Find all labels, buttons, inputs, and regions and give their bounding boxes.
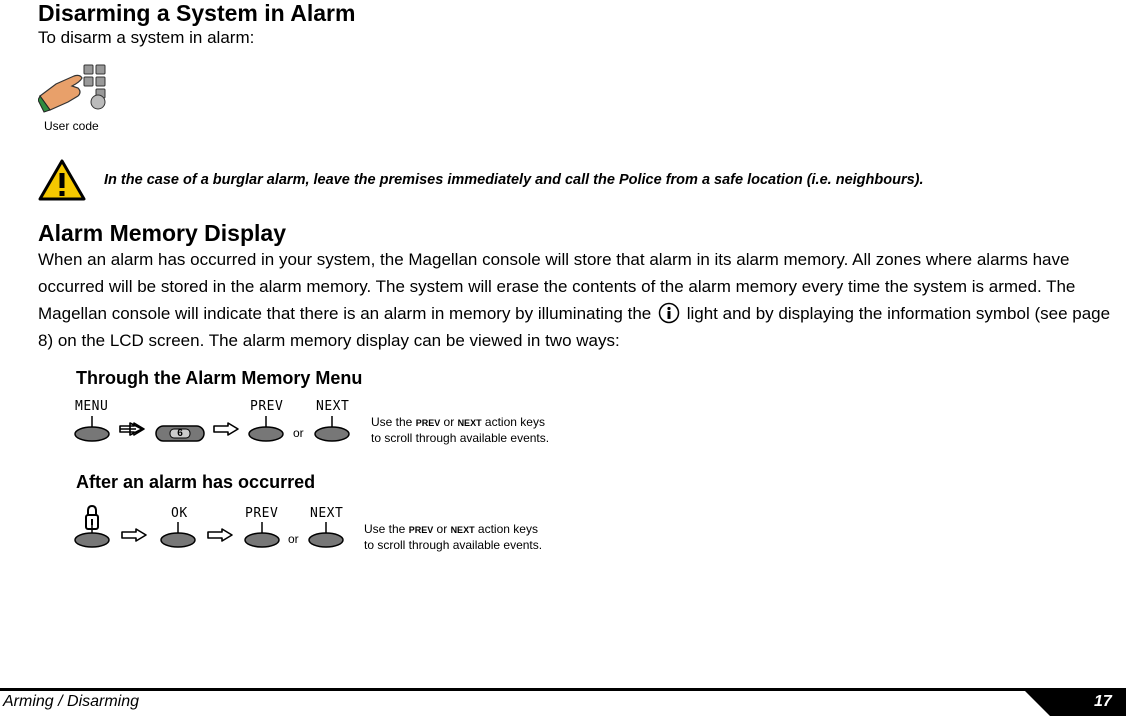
user-code-label: User code [44,119,99,133]
menu-action-key[interactable] [75,416,109,441]
footer-chapter: Arming / Disarming [3,693,140,710]
page-number: 17 [1094,693,1112,710]
prev-action-key[interactable] [245,522,279,547]
info-light-icon [658,302,680,324]
or-text: or [288,532,299,546]
footer-bar [0,688,1126,716]
note-next-key: NEXT [457,418,482,428]
lcd-label-menu: MENU [75,399,109,414]
arrow-right-icon [120,423,144,435]
note-prev-key: PREV [415,418,441,428]
warning-text: In the case of a burglar alarm, leave the premises immediately and call the Police from a safe location (i.e. neighbours). [104,172,924,188]
section-title-alarm-memory: Alarm Memory Display [38,220,286,246]
next-action-key[interactable] [309,522,343,547]
arrow-right-icon [208,529,232,541]
key-6-label: 6 [177,428,183,439]
next-action-key[interactable] [315,416,349,441]
paragraph-part2: light and by displaying the information symbol (see page 8) on the LCD screen. The alarm memory display can be viewed in two ways: [38,304,1111,350]
user-code-icon [38,62,112,114]
note-text: Use the [371,415,416,429]
or-text: or [293,426,304,440]
lcd-label-prev: PREV [245,506,279,521]
method2-note [364,522,542,553]
note-line2: to scroll through available events. [364,538,543,552]
method1-title: Through the Alarm Memory Menu [76,368,363,388]
alarm-memory-paragraph [38,246,1124,354]
arrow-right-icon [122,529,146,541]
lcd-label-next: NEXT [310,506,344,521]
prev-action-key[interactable] [249,416,283,441]
note-or: or [433,522,451,536]
method1-key-sequence [74,414,364,444]
note-or: or [440,415,458,429]
lcd-label-ok: OK [171,506,188,521]
note-line2: to scroll through available events. [371,431,550,445]
method1-note [371,415,549,446]
warning-icon [38,158,86,202]
note-text-end: action keys [481,415,545,429]
arrow-right-icon [214,423,238,435]
method2-key-sequence [74,520,364,550]
section-title-disarming: Disarming a System in Alarm [38,0,356,26]
intro-text: To disarm a system in alarm: [38,28,255,47]
lock-action-key[interactable] [75,522,109,547]
method2-title: After an alarm has occurred [76,472,316,492]
note-prev-key: PREV [408,525,434,535]
paragraph-part1: When an alarm has occurred in your system, the Magellan console will store that alarm in its alarm memory. All zones where alarms have occurred will be stored in the alarm memory. The system will erase the contents of the alarm memory every time the system is armed. The Magellan console will indicate that there is an alarm in memory by illuminating the [38,250,1076,323]
note-text-end: action keys [474,522,538,536]
note-text: Use the [364,522,409,536]
lcd-label-next: NEXT [316,399,350,414]
note-next-key: NEXT [450,525,475,535]
ok-action-key[interactable] [161,522,195,547]
lcd-label-prev: PREV [250,399,284,414]
